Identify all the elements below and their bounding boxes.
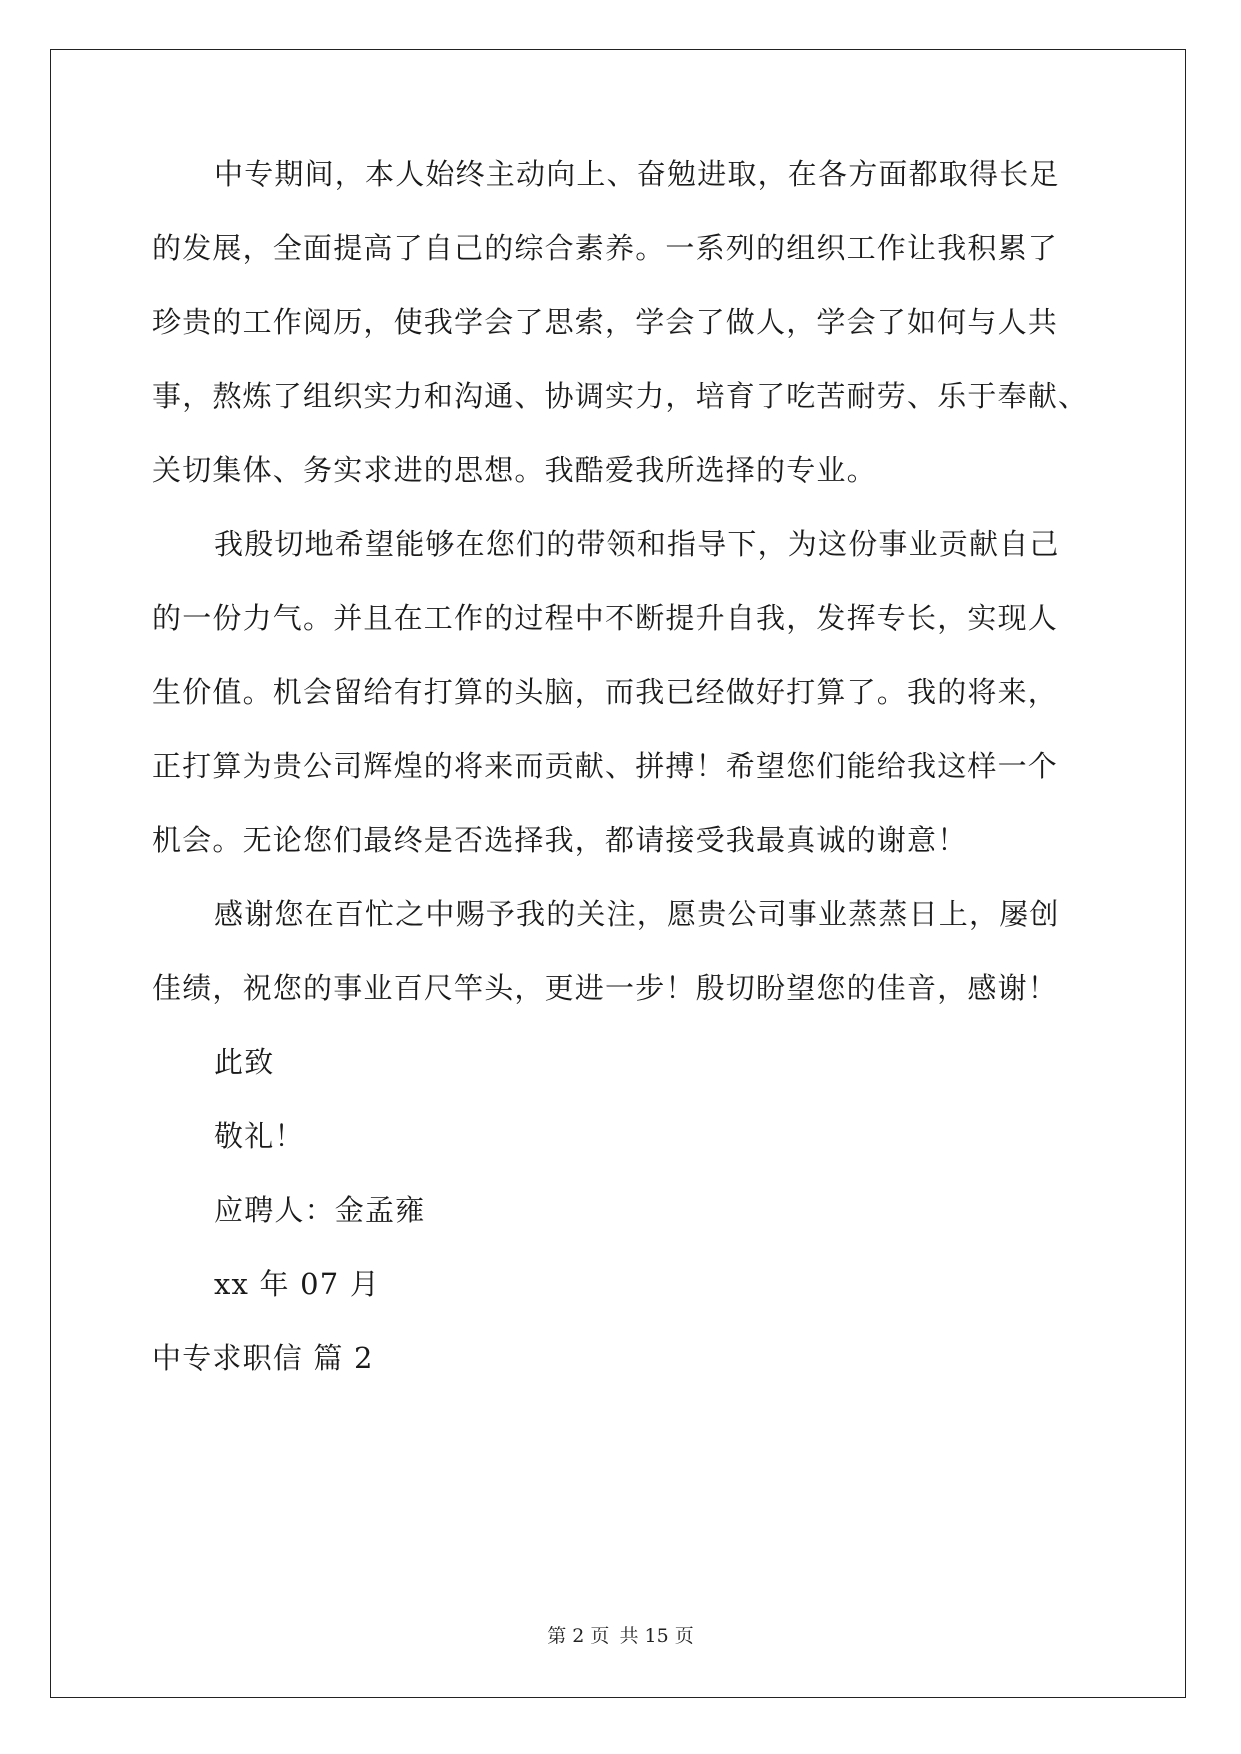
paragraph-line: 生价值。机会留给有打算的头脑，而我已经做好打算了。我的将来， xyxy=(152,675,1059,709)
paragraph-line: 佳绩，祝您的事业百尺竿头，更进一步！殷切盼望您的佳音，感谢！ xyxy=(152,971,1059,1005)
applicant-signature: 应聘人：金孟雍 xyxy=(214,1193,426,1227)
paragraph-line: 的一份力气。并且在工作的过程中不断提升自我，发挥专长，实现人 xyxy=(152,601,1059,635)
paragraph-line: 机会。无论您们最终是否选择我，都请接受我最真诚的谢意！ xyxy=(152,823,968,857)
closing-salutation: 此致 xyxy=(214,1045,275,1079)
paragraph-line: 珍贵的工作阅历，使我学会了思索，学会了做人，学会了如何与人共 xyxy=(152,305,1059,339)
page-number: 第 2 页 xyxy=(547,1625,610,1647)
page-footer xyxy=(0,1621,1241,1648)
letter-date: xx 年 07 月 xyxy=(214,1267,381,1301)
paragraph-line: 正打算为贵公司辉煌的将来而贡献、拼搏！希望您们能给我这样一个 xyxy=(152,749,1059,783)
paragraph-line: 的发展，全面提高了自己的综合素养。一系列的组织工作让我积累了 xyxy=(152,231,1059,265)
paragraph-line: 感谢您在百忙之中赐予我的关注，愿贵公司事业蒸蒸日上，屡创 xyxy=(214,897,1060,931)
paragraph-line: 关切集体、务实求进的思想。我酷爱我所选择的专业。 xyxy=(152,453,877,487)
page-total: 共 15 页 xyxy=(619,1625,694,1647)
paragraph-line: 我殷切地希望能够在您们的带领和指导下，为这份事业贡献自己 xyxy=(214,527,1060,561)
paragraph-line: 事，熬炼了组织实力和沟通、协调实力，培育了吃苦耐劳、乐于奉献、 xyxy=(152,379,1089,413)
paragraph-line: 中专期间，本人始终主动向上、奋勉进取，在各方面都取得长足 xyxy=(214,157,1060,191)
closing-regards: 敬礼！ xyxy=(214,1119,305,1153)
section-heading: 中专求职信 篇 2 xyxy=(152,1341,374,1375)
page-frame xyxy=(50,49,1186,1698)
